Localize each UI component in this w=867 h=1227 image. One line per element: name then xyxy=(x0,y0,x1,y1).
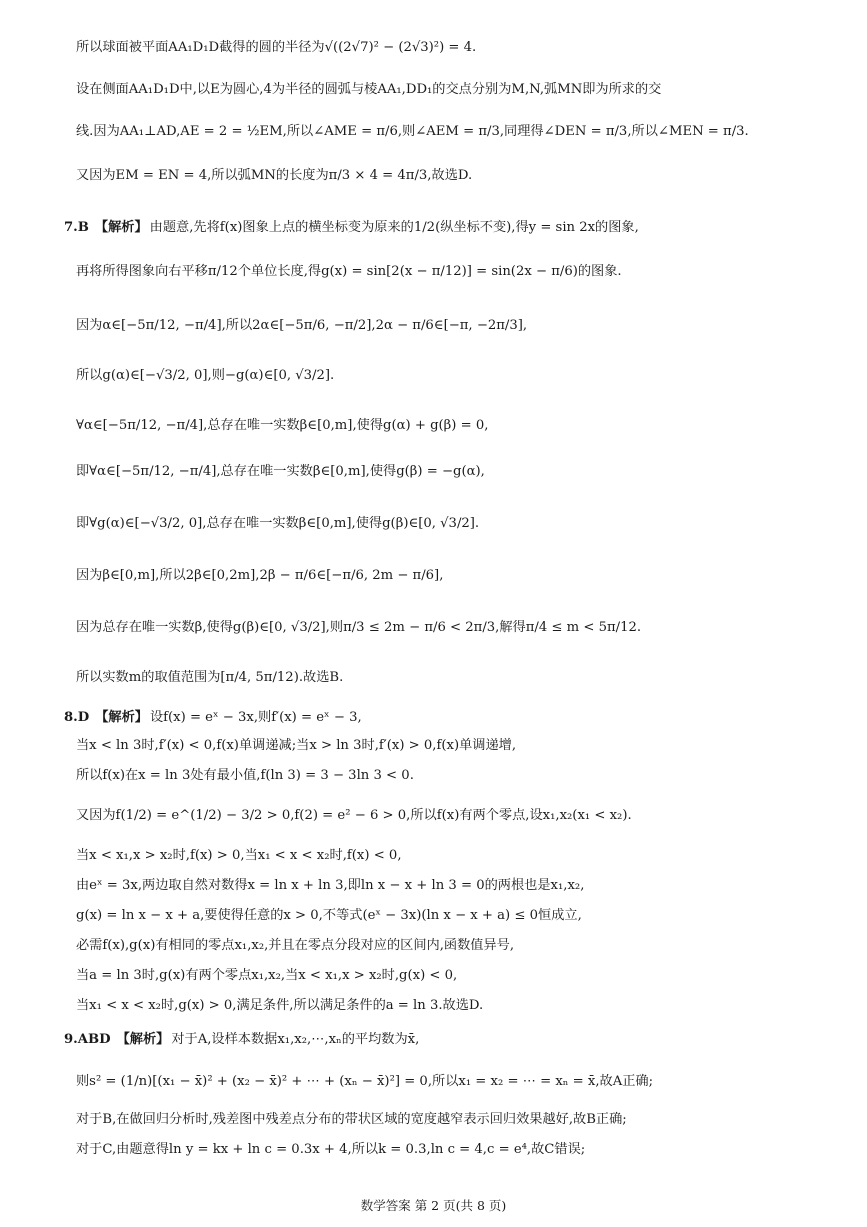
solution-line: 因为β∈[0,m],所以2β∈[0,2m],2β − π/6∈[−π/6, 2m − π/6], xyxy=(76,568,444,583)
solution-line: ∀α∈[−5π/12, −π/4],总存在唯一实数β∈[0,m],使得g(α) + g(β) = 0, xyxy=(76,418,489,433)
solution-line: 当a = ln 3时,g(x)有两个零点x₁,x₂,当x < x₁,x > x₂时,g(x) < 0, xyxy=(76,968,458,983)
solution-line: 则s² = (1/n)[(x₁ − x̄)² + (x₂ − x̄)² + ⋯ + (xₙ − x̄)²] = 0,所以x₁ = x₂ = ⋯ = xₙ = x̄,故A正确; xyxy=(76,1074,654,1089)
solution-line: 所以g(α)∈[−√3/2, 0],则−g(α)∈[0, √3/2]. xyxy=(76,368,335,383)
solution-line: 即∀α∈[−5π/12, −π/4],总存在唯一实数β∈[0,m],使得g(β) = −g(α), xyxy=(76,464,485,479)
analysis-tag: 【解析】 xyxy=(95,710,148,725)
solution-line: 即∀g(α)∈[−√3/2, 0],总存在唯一实数β∈[0,m],使得g(β)∈[0, √3/2]. xyxy=(76,516,480,531)
solution-line: 所以实数m的取值范围为[π/4, 5π/12).故选B. xyxy=(76,670,344,685)
prev-line: 设在侧面AA₁D₁D中,以E为圆心,4为半径的圆弧与棱AA₁,DD₁的交点分别为M,N,弧MN即为所求的交 xyxy=(76,82,662,97)
solution-line: 当x < x₁,x > x₂时,f(x) > 0,当x₁ < x < x₂时,f(x) < 0, xyxy=(76,848,402,863)
solution-line: 由eˣ = 3x,两边取自然对数得x = ln x + ln 3,即ln x − x + ln 3 = 0的两根也是x₁,x₂, xyxy=(76,878,585,893)
analysis-tag: 【解析】 xyxy=(94,220,148,235)
prev-line: 又因为EM = EN = 4,所以弧MN的长度为π/3 × 4 = 4π/3,故选D. xyxy=(76,168,473,183)
question-text: 由题意,先将f(x)图象上点的横坐标变为原来的1/2(纵坐标不变),得y = sin 2x的图象, xyxy=(149,220,639,235)
solution-line: 当x < ln 3时,f′(x) < 0,f(x)单调递减;当x > ln 3时,f′(x) > 0,f(x)单调递增, xyxy=(76,738,517,753)
question-8-header xyxy=(64,708,847,728)
question-number: 9.ABD xyxy=(64,1032,111,1047)
question-text: 设f(x) = eˣ − 3x,则f′(x) = eˣ − 3, xyxy=(149,710,362,725)
question-7-header xyxy=(64,218,847,238)
solution-line: 再将所得图象向右平移π/12个单位长度,得g(x) = sin[2(x − π/12)] = sin(2x − π/6)的图象. xyxy=(76,264,622,279)
solution-line: g(x) = ln x − x + a,要使得任意的x > 0,不等式(eˣ − 3x)(ln x − x + a) ≤ 0恒成立, xyxy=(76,908,582,923)
question-9-header xyxy=(64,1030,847,1050)
question-number: 8.D xyxy=(64,710,90,725)
solution-line: 所以f(x)在x = ln 3处有最小值,f(ln 3) = 3 − 3ln 3 < 0. xyxy=(76,768,414,783)
analysis-tag: 【解析】 xyxy=(116,1032,170,1047)
prev-line: 所以球面被平面AA₁D₁D截得的圆的半径为√((2√7)² − (2√3)²) = 4. xyxy=(76,40,477,55)
solution-line: 因为总存在唯一实数β,使得g(β)∈[0, √3/2],则π/3 ≤ 2m − π/6 < 2π/3,解得π/4 ≤ m < 5π/12. xyxy=(76,620,642,635)
solution-line: 对于B,在做回归分析时,残差图中残差点分布的带状区域的宽度越窄表示回归效果越好,故B正确; xyxy=(76,1112,627,1127)
solution-line: 当x₁ < x < x₂时,g(x) > 0,满足条件,所以满足条件的a = ln 3.故选D. xyxy=(76,998,484,1013)
question-text: 对于A,设样本数据x₁,x₂,⋯,xₙ的平均数为x̄, xyxy=(171,1032,420,1047)
solution-line: 必需f(x),g(x)有相同的零点x₁,x₂,并且在零点分段对应的区间内,函数值异号, xyxy=(76,938,515,953)
page-footer: 数学答案 第 2 页(共 8 页) xyxy=(360,1198,507,1213)
solution-line: 因为α∈[−5π/12, −π/4],所以2α∈[−5π/6, −π/2],2α − π/6∈[−π, −2π/3], xyxy=(76,318,528,333)
question-number: 7.B xyxy=(64,220,89,235)
solution-line: 又因为f(1/2) = e^(1/2) − 3/2 > 0,f(2) = e² − 6 > 0,所以f(x)有两个零点,设x₁,x₂(x₁ < x₂). xyxy=(76,808,632,823)
prev-line: 线.因为AA₁⊥AD,AE = 2 = ½EM,所以∠AME = π/6,则∠AEM = π/3,同理得∠DEN = π/3,所以∠MEN = π/3. xyxy=(76,124,749,139)
solution-line: 对于C,由题意得ln y = kx + ln c = 0.3x + 4,所以k = 0.3,ln c = 4,c = e⁴,故C错误; xyxy=(76,1142,586,1157)
